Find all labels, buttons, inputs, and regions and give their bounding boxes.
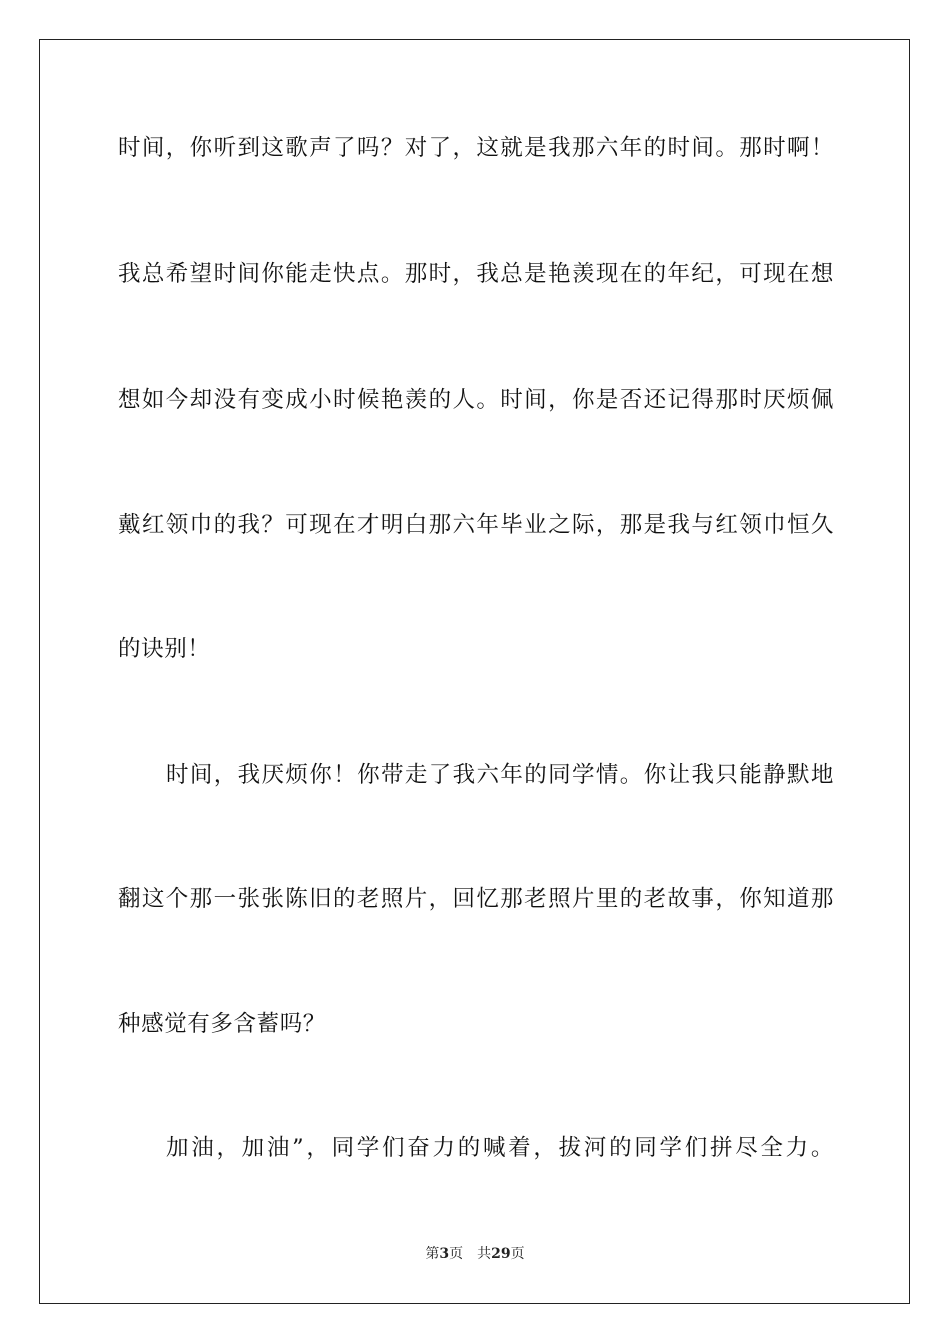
footer-page-number: 3 xyxy=(439,1246,450,1262)
footer-page-suffix: 页 xyxy=(449,1246,464,1262)
body-line-3: 想如今却没有变成小时候艳羡的人。时间，你是否还记得那时厌烦佩 xyxy=(118,387,834,413)
body-line-2: 我总希望时间你能走快点。那时，我总是艳羡现在的年纪，可现在想 xyxy=(118,261,834,287)
paragraph-2-line-2: 翻这个那一张张陈旧的老照片，回忆那老照片里的老故事，你知道那 xyxy=(118,886,834,912)
footer-total-prefix: 共 xyxy=(477,1246,492,1262)
paragraph-2-line-1: 时间，我厌烦你！你带走了我六年的同学情。你让我只能静默地 xyxy=(166,762,834,788)
footer-page-prefix: 第 xyxy=(425,1246,440,1262)
paragraph-3-line-1: 加油，加油”，同学们奋力的喊着，拔河的同学们拼尽全力。 xyxy=(166,1135,834,1161)
footer-total-pages: 29 xyxy=(491,1246,511,1262)
body-line-1: 时间，你听到这歌声了吗？对了，这就是我那六年的时间。那时啊！ xyxy=(118,135,834,161)
body-line-5: 的诀别！ xyxy=(118,636,211,662)
body-line-4: 戴红领巾的我？可现在才明白那六年毕业之际，那是我与红领巾恒久 xyxy=(118,512,834,538)
page-footer xyxy=(0,1245,950,1263)
paragraph-2-line-3: 种感觉有多含蓄吗？ xyxy=(118,1011,326,1037)
page-border xyxy=(39,39,910,1304)
footer-total-suffix: 页 xyxy=(510,1246,525,1262)
